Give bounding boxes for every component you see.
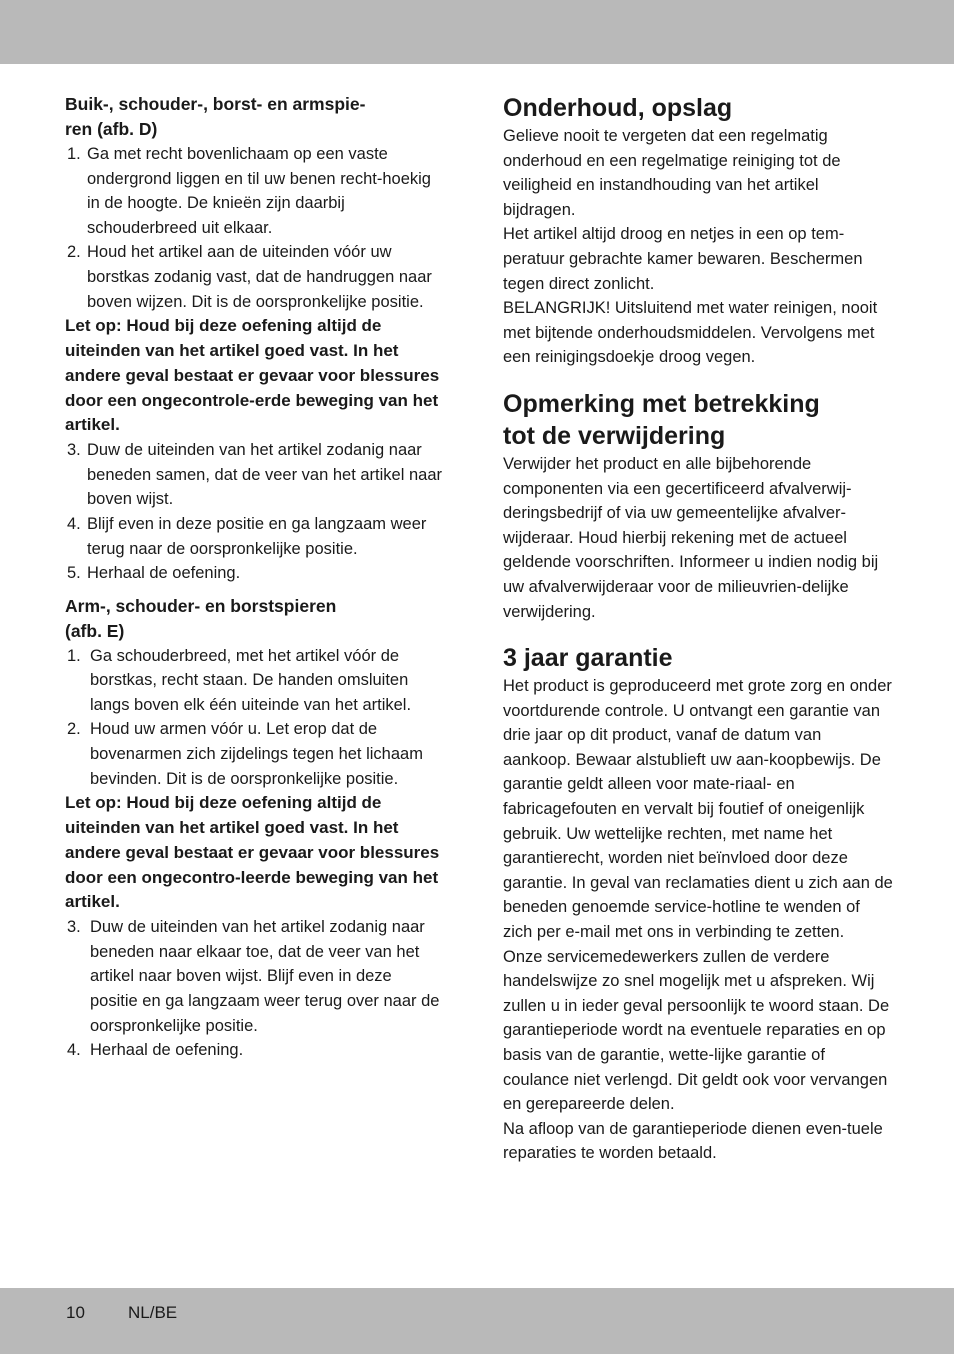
- header-bar: [0, 0, 954, 64]
- section-title-exercise-e: [65, 594, 443, 644]
- disposal-section: [503, 388, 893, 624]
- language-code: NL/BE: [128, 1303, 178, 1322]
- step-text: Houd het artikel aan de uiteinden vóór uw borstkas zodanig vast, dat de handruggen naar boven wijzen. Dit is de oorspronkelijke positie.: [87, 243, 432, 311]
- paragraph: Het artikel altijd droog en netjes in een op tem-peratuur gebrachte kamer bewaren. Beschermen tegen direct zonlicht.: [503, 225, 863, 293]
- page-number: 10: [66, 1303, 85, 1322]
- list-item: [65, 561, 443, 586]
- paragraph: Gelieve nooit te vergeten dat een regelmatig onderhoud en een regelmatige reiniging tot de veiligheid en instandhouding van het artikel bijdragen.: [503, 127, 841, 219]
- step-text: Blijf even in deze positie en ga langzaam weer terug naar de oorspronkelijke positie.: [87, 514, 427, 558]
- section-title-exercise-d: [65, 92, 443, 142]
- paragraph: Het product is geproduceerd met grote zorg en onder voortdurende controle. U ontvangt een garantie van drie jaar op dit product, vanaf de datum van aankoop. Bewaar alstublieft uw aan-koopbewijs. De garantie geldt alleen voor mate-riaal- en fabricagefouten en vervalt bij foutief of oneigenlijk gebruik. Uw wettelijke rechten, met name het garantierecht, worden niet beïnvloed door deze garantie. In geval van reclamaties dient u zich aan de beneden genoemde service-hotline te wenden of zich per e-mail met ons in verbinding te zetten.: [503, 677, 893, 942]
- title-line: ren (afb. D): [65, 119, 158, 139]
- step-number: 3.: [67, 918, 81, 937]
- right-column: [503, 92, 893, 1184]
- warranty-section: [503, 642, 893, 1166]
- paragraph: Verwijder het product en alle bijbehorende componenten via een gecertificeerd afvalverwij-deringsbedrijf of via uw gemeentelijke afvalver-wijderaar. Houd hierbij rekening met de actueel geldende voorschriften. Informeer u indien nodig bij uw afvalverwijderaar voor de milieuvrien-delijke verwijdering.: [503, 454, 879, 621]
- step-number: 2.: [67, 720, 81, 739]
- step-number: 4.: [67, 1041, 81, 1060]
- warranty-title: 3 jaar garantie: [503, 644, 673, 673]
- maintenance-section: [503, 92, 893, 370]
- steps-list: [65, 644, 443, 792]
- step-number: 2.: [67, 243, 81, 262]
- step-number: 1.: [67, 646, 81, 665]
- list-item: [65, 717, 443, 791]
- title-line: tot de verwijdering: [503, 421, 726, 450]
- step-text: Houd uw armen vóór u. Let erop dat de bovenarmen zich zijdelings tegen het lichaam bevinden. Dit is de oorspronkelijke positie.: [90, 720, 423, 788]
- steps-list: [65, 438, 443, 586]
- steps-list: [65, 915, 443, 1063]
- paragraph: BELANGRIJK! Uitsluitend met water reinigen, nooit met bijtende onderhoudsmiddelen. Vervolgens met een reinigingsdoekje droog vegen.: [503, 299, 878, 367]
- step-text: Ga met recht bovenlichaam op een vaste ondergrond liggen en til uw benen recht-hoekig in de hoogte. De knieën zijn daarbij schouderbreed uit elkaar.: [87, 145, 431, 237]
- warning-text: Let op: Houd bij deze oefening altijd de uiteinden van het artikel goed vast. In het andere geval bestaat er gevaar voor blessures door een ongecontro-leerde beweging van het artikel.: [65, 793, 440, 912]
- list-item: [65, 512, 443, 561]
- step-text: Duw de uiteinden van het artikel zodanig naar beneden naar elkaar toe, dat de veer van het artikel naar boven wijst. Blijf even in deze positie en ga langzaam weer terug over naar de oorspronkelijke positie.: [90, 918, 440, 1035]
- title-line: (afb. E): [65, 620, 125, 641]
- step-number: 3.: [67, 441, 81, 460]
- step-number: 4.: [67, 514, 81, 533]
- left-column: [65, 92, 443, 1063]
- steps-list: [65, 142, 443, 314]
- warning-text: Let op: Houd bij deze oefening altijd de uiteinden van het artikel goed vast. In het andere geval bestaat er gevaar voor blessures door een ongecontrole-erde beweging van het artikel.: [65, 316, 440, 435]
- list-item: [65, 1038, 443, 1063]
- list-item: [65, 644, 443, 718]
- step-number: 5.: [67, 564, 81, 583]
- paragraph: Onze servicemedewerkers zullen de verdere handelswijze zo snel mogelijk met u afspreken. Wij zullen u in ieder geval persoonlijk te woord staan. De garantieperiode wordt na eventuele reparaties en op basis van de garantie, wette-lijke garantie of coulance niet verlengd. Dit geldt ook voor vervangen en gerepareerde delen.: [503, 947, 890, 1114]
- title-line: Arm-, schouder- en borstspieren: [65, 595, 337, 616]
- list-item: [65, 142, 443, 240]
- list-item: [65, 915, 443, 1038]
- maintenance-title: Onderhoud, opslag: [503, 94, 733, 122]
- list-item: [65, 240, 443, 314]
- step-text: Herhaal de oefening.: [90, 1041, 244, 1060]
- step-text: Herhaal de oefening.: [87, 564, 241, 583]
- list-item: [65, 438, 443, 512]
- step-number: 1.: [67, 145, 81, 163]
- paragraph: Na afloop van de garantieperiode dienen even-tuele reparaties te worden betaald.: [503, 1119, 883, 1163]
- step-text: Ga schouderbreed, met het artikel vóór de borstkas, recht staan. De handen omsluiten langs boven elk één uiteinde van het artikel.: [90, 646, 412, 714]
- step-text: Duw de uiteinden van het artikel zodanig naar beneden samen, dat de veer van het artikel naar boven wijst.: [87, 441, 442, 509]
- title-line: Opmerking met betrekking: [503, 389, 820, 418]
- disposal-title: [503, 388, 893, 452]
- title-line: Buik-, schouder-, borst- en armspie-: [65, 94, 366, 114]
